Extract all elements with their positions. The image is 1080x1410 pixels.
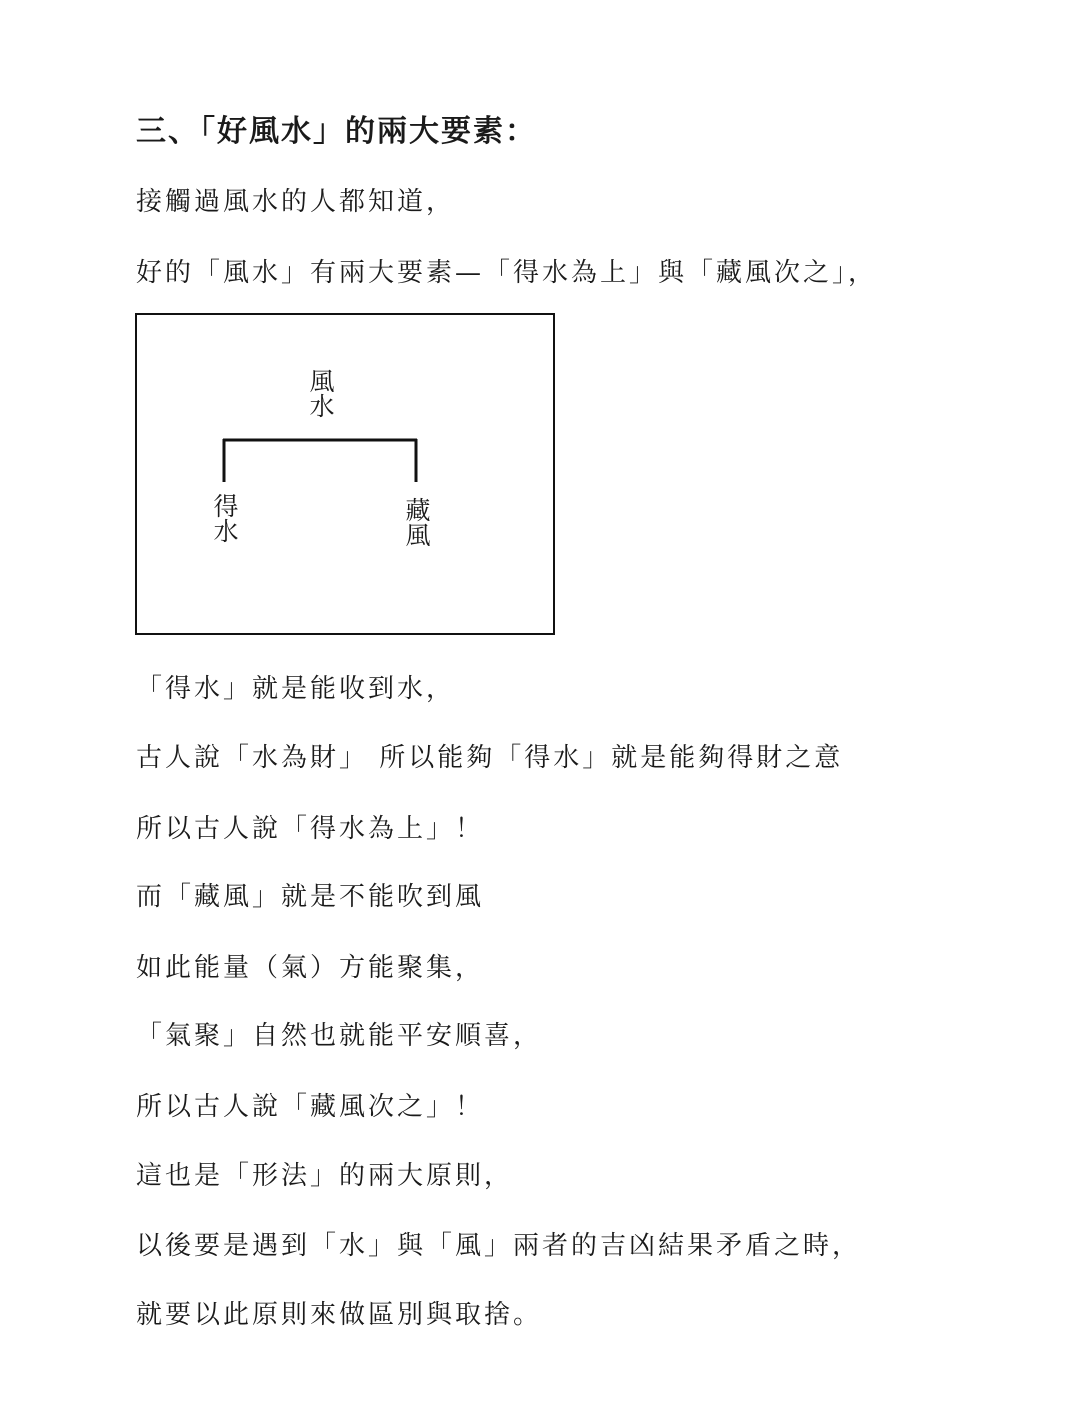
intro-line-2: 好的「風水」有兩大要素—「得水為上」與「藏風次之」， xyxy=(136,258,878,288)
body-line-5: 如此能量（氣）方能聚集， xyxy=(136,953,485,983)
diagram-right-label: 藏風 xyxy=(402,497,431,547)
diagram-root-label: 風水 xyxy=(306,368,335,418)
fengshui-diagram xyxy=(135,313,555,635)
body-line-10: 就要以此原則來做區別與取捨。 xyxy=(136,1300,543,1330)
body-line-6: 「氣聚」自然也就能平安順喜， xyxy=(136,1021,543,1051)
body-line-9: 以後要是遇到「水」與「風」兩者的吉凶結果矛盾之時， xyxy=(136,1231,862,1261)
section-heading: 三、「好風水」的兩大要素： xyxy=(136,114,537,149)
body-line-8: 這也是「形法」的兩大原則， xyxy=(136,1161,514,1191)
diagram-left-label: 得水 xyxy=(210,493,239,543)
body-line-2: 古人說「水為財」 所以能夠「得水」就是能夠得財之意 xyxy=(136,743,844,773)
diagram-connector-lines xyxy=(137,315,553,633)
body-line-7: 所以古人說「藏風次之」！ xyxy=(136,1092,485,1122)
body-line-1: 「得水」就是能收到水， xyxy=(136,674,456,704)
body-line-4: 而「藏風」就是不能吹到風 xyxy=(136,882,485,912)
intro-line-1: 接觸過風水的人都知道， xyxy=(136,187,456,217)
body-line-3: 所以古人說「得水為上」！ xyxy=(136,814,485,844)
